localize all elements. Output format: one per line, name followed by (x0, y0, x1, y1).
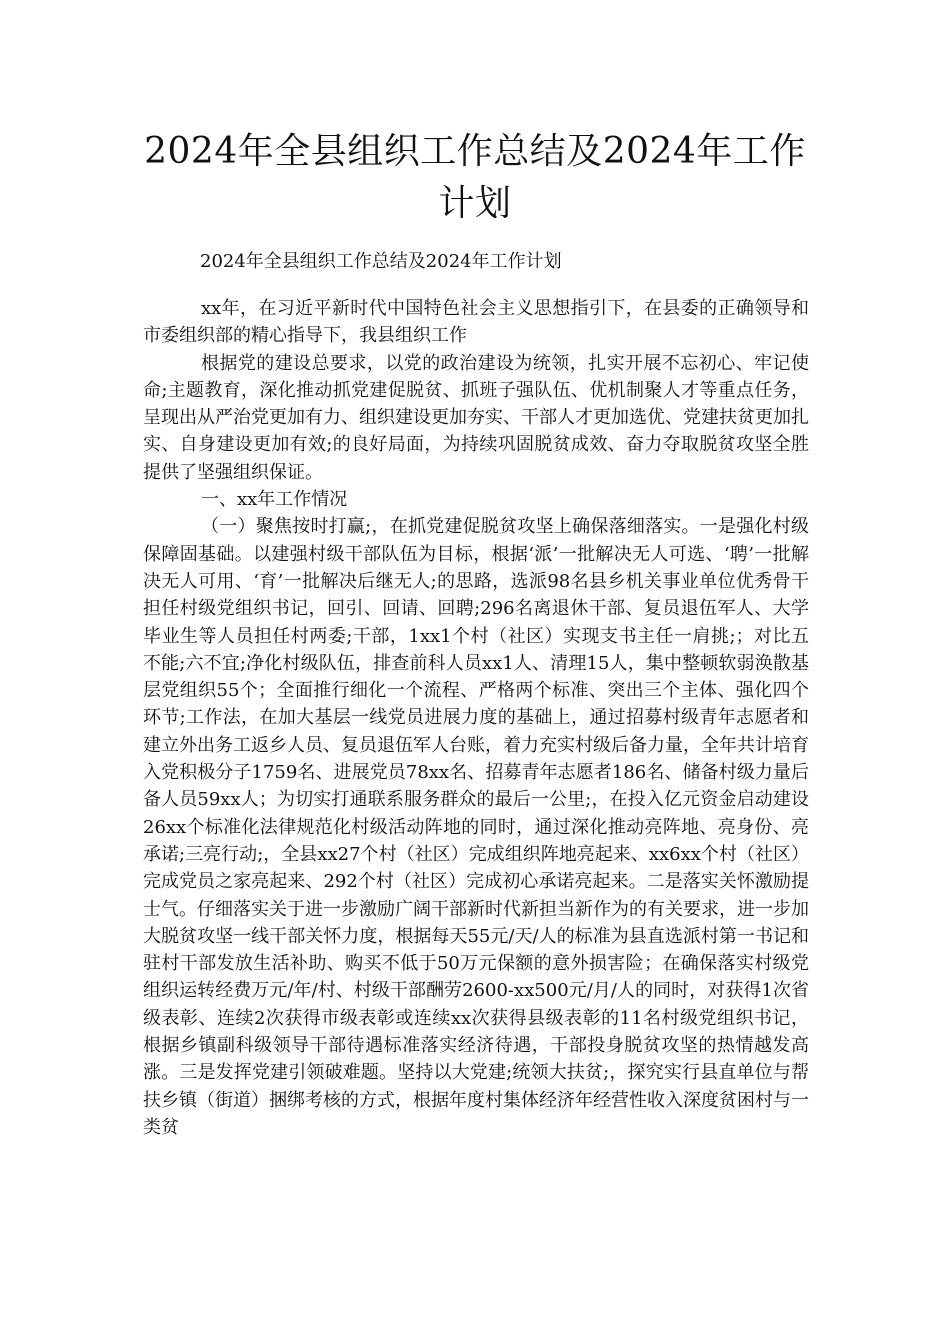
document-title: 2024年全县组织工作总结及2024年工作计划 (144, 131, 806, 224)
document-body (143, 295, 809, 1141)
document-subtitle: 2024年全县组织工作总结及2024年工作计划 (200, 251, 562, 272)
paragraph-section-1-1: （一）聚焦按时打赢;，在抓党建促脱贫攻坚上确保落细落实。一是强化村级保障固基础。以建强村级干部队伍为目标，根据‘派’一批解决无人可选、‘聘’一批解决无人可用、‘育’一批解决后继无人;的思路，选派98名县乡机关事业单位优秀骨干担任村级党组织书记，回引、回请、回聘;296名离退休干部、复员退伍军人、大学毕业生等人员担任村两委;干部，1xx1个村（社区）实现支书主任一肩挑;；对比五不能;六不宜;净化村级队伍，排查前科人员xx1人、清理15人，集中整顿软弱涣散基层党组织55个；全面推行细化一个流程、严格两个标准、突出三个主体、强化四个环节;工作法，在加大基层一线党员进展力度的基础上，通过招募村级青年志愿者和建立外出务工返乡人员、复员退伍军人台账，着力充实村级后备力量，全年共计培育入党积极分子1759名、进展党员78xx名、招募青年志愿者186名、储备村级力量后备人员59xx人；为切实打通联系服务群众的最后一公里;，在投入亿元资金启动建设26xx个标准化法律规范化村级活动阵地的同时，通过深化推动亮阵地、亮身份、亮承诺;三亮行动;，全县xx27个村（社区）完成组织阵地亮起来、xx6xx个村（社区）完成党员之家亮起来、292个村（社区）完成初心承诺亮起来。二是落实关怀激励提士气。仔细落实关于进一步激励广阔干部新时代新担当新作为的有关要求，进一步加大脱贫攻坚一线干部关怀力度，根据每天55元/天/人的标准为县直选派村第一书记和驻村干部发放生活补助、购买不低于50万元保额的意外损害险；在确保落实村级党组织运转经费万元/年/村、村级干部酬劳2600-xx500元/月/人的同时，对获得1次省级表彰、连续2次获得市级表彰或连续xx次获得县级表彰的11名村级党组织书记，根据乡镇副科级领导干部待遇标准落实经济待遇，干部投身脱贫攻坚的热情越发高涨。三是发挥党建引领破难题。坚持以大党建;统领大扶贫;，探究实行县直单位与帮扶乡镇（街道）捆绑考核的方式，根据年度村集体经济年经营性收入深度贫困村与一类贫 (143, 516, 809, 1138)
section-heading-1: 一、xx年工作情况 (201, 489, 348, 511)
paragraph-intro: xx年，在习近平新时代中国特色社会主义思想指引下，在县委的正确领导和市委组织部的精心指导下，我县组织工作 (143, 298, 809, 347)
paragraph-overview: 根据党的建设总要求，以党的政治建设为统领，扎实开展不忘初心、牢记使命;主题教育，深化推动抓党建促脱贫、抓班子强队伍、优机制聚人才等重点任务，呈现出从严治党更加有力、组织建设更加夯实、干部人才更加选优、党建扶贫更加扎实、自身建设更加有效;的良好局面，为持续巩固脱贫成效、奋力夺取脱贫攻坚全胜提供了坚强组织保证。 (143, 352, 809, 483)
